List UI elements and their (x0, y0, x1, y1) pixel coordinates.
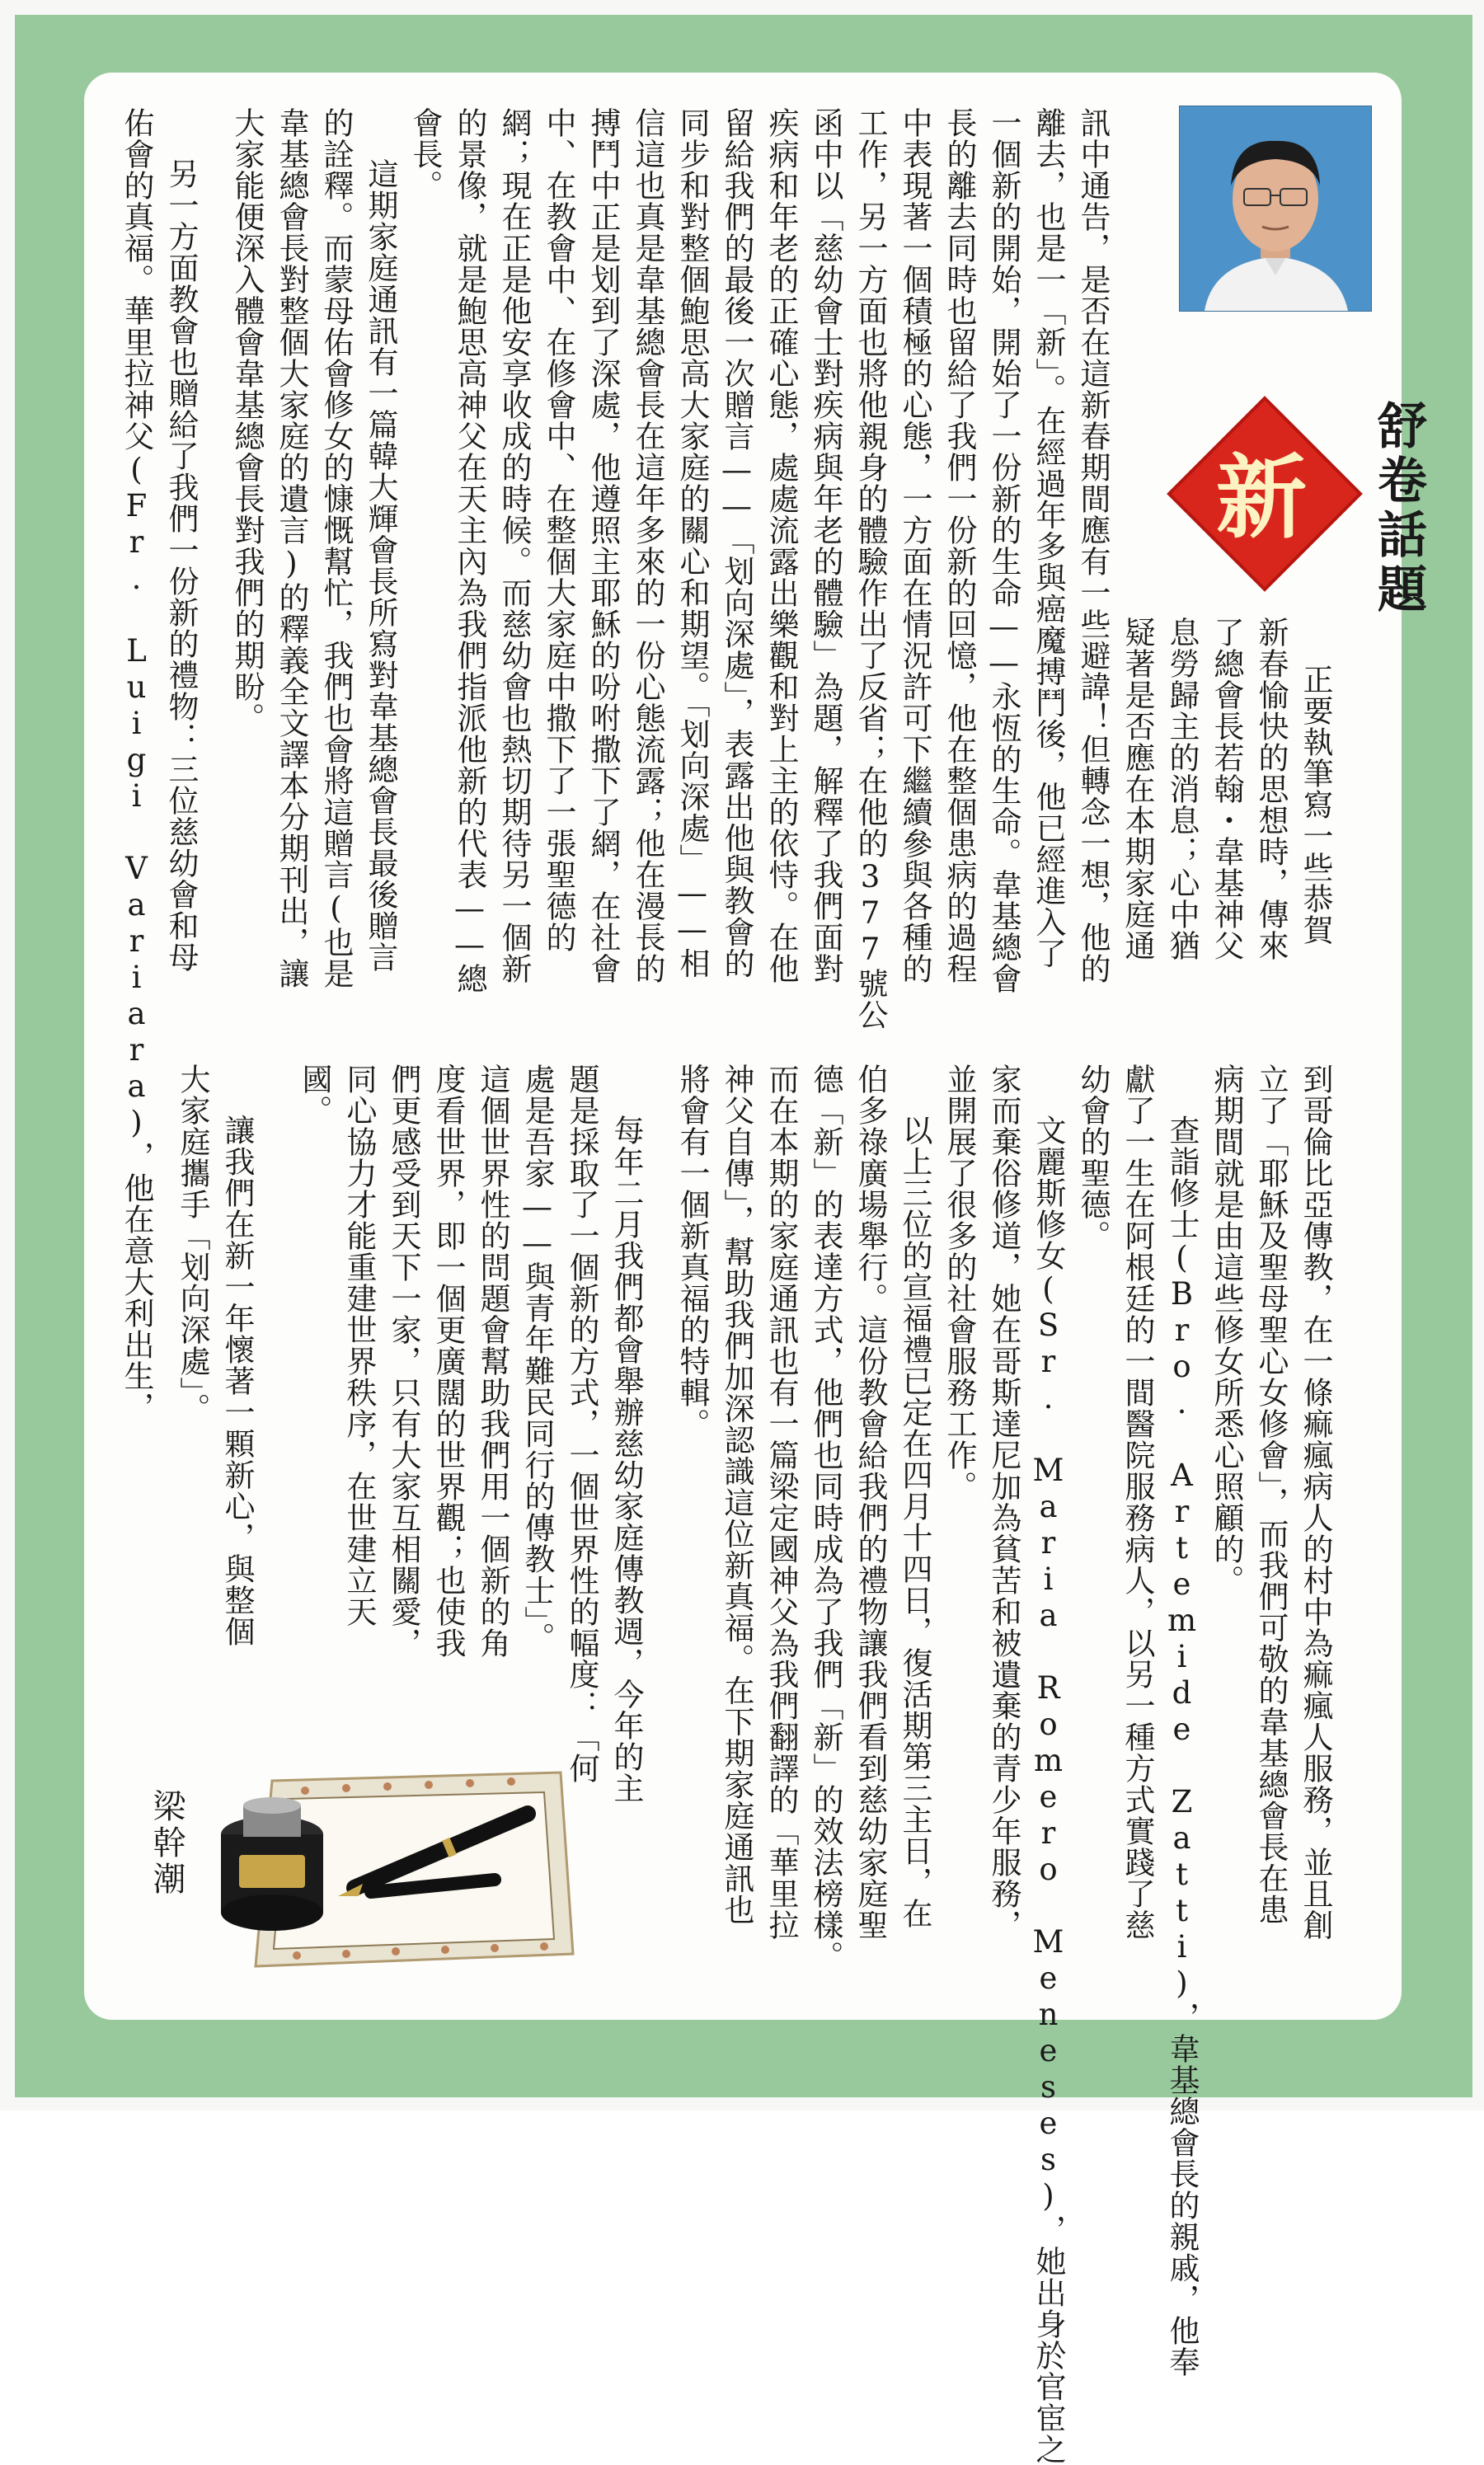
top-col-12: 函中以「慈幼會士對疾病與年老的體驗」為題，解釋了我們面對 (808, 107, 843, 984)
bottom-col-24: 讓我們在新一年懷著一顆新心，與整個 (219, 1115, 255, 1647)
top-col-11: 工作，另一方面也將他親身的體驗作出了反省；在他的377號公 (852, 107, 888, 1031)
top-col-2: 新春愉快的思想時，傳來 (1253, 617, 1289, 961)
bottom-col-15: 將會有一個新真福的特輯。 (674, 1063, 710, 1439)
top-col-20: 的景像，就是鮑思高神父在天主內為我們指派他新的代表——總 (452, 107, 487, 994)
new-badge-char: 新 (1216, 444, 1307, 551)
bottom-col-16: 每年二月我們都會舉辦慈幼家庭傳教週，今年的主 (608, 1115, 644, 1804)
top-col-4: 息勞歸主的消息；心中猶 (1164, 617, 1200, 961)
column-heading: 舒卷話題 (1369, 400, 1427, 617)
bottom-col-9: 並開展了很多的社會服務工作。 (942, 1063, 977, 1502)
bottom-col-18: 處是吾家——與青年難民同行的傳教士」。 (519, 1063, 555, 1654)
bottom-col-10: 以上三位的宣福禮已定在四月十四日，復活期第三主日，在 (897, 1115, 932, 1929)
bottom-col-11: 伯多祿廣場舉行。這份教會給我們的禮物讓我們看到慈幼家庭聖 (852, 1063, 888, 1941)
bottom-col-14: 神父自傳」，幫助我們加深認識這位新真福。在下期家庭通訊也 (719, 1063, 754, 1926)
top-col-28: 另一方面教會也贈給了我們一份新的禮物：三位慈幼會和母 (163, 158, 199, 973)
bottom-col-7: 文麗斯修女(Sr. Maria Romero Meneses)，她出身於官宦之 (1031, 1115, 1066, 2465)
bottom-col-2: 立了「耶穌及聖母聖心女修會」，而我們可敬的韋基總會長在患 (1253, 1063, 1289, 1926)
top-col-18: 中、在教會中、在修會中、在整個大家庭中撒下了一張聖德的 (541, 107, 576, 953)
author-signature: 梁幹潮 (148, 1789, 186, 1898)
bottom-col-4: 查詣修士(Bro. Artemide Zatti)，韋基總會長的親戚，他奉 (1164, 1115, 1200, 2378)
top-col-6: 訊中通告，是否在這新春期間應有一些避諱！但轉念一想，他的 (1075, 107, 1111, 984)
bottom-col-20: 度看世界，即一個更廣闊的世界觀；也使我 (430, 1063, 466, 1659)
bottom-col-21: 們更感受到天下一家，只有大家互相關愛， (386, 1063, 421, 1659)
top-col-5: 疑著是否應在本期家庭通 (1120, 617, 1155, 961)
bottom-col-17: 題是採取了一個新的方式，一個世界性的幅度：「何 (564, 1063, 599, 1784)
bottom-col-8: 家而棄俗修道，她在哥斯達尼加為貧苦和被遺棄的青少年服務， (986, 1063, 1021, 1941)
top-col-7: 離去，也是一「新」。在經過年多與癌魔搏鬥後，他已經進入了 (1031, 107, 1066, 970)
bottom-col-1: 到哥倫比亞傳教，在一條痲瘋病人的村中為痲瘋人服務，並且創 (1298, 1063, 1333, 1941)
ink-bottle-pen-illustration (198, 1748, 585, 1979)
top-col-24: 的詮釋。而蒙母佑會修女的慷慨幫忙，我們也會將這贈言(也是 (318, 107, 354, 989)
top-col-16: 信這也真是韋基總會長在這年多來的一份心態流露；他在漫長的 (630, 107, 665, 984)
top-col-25: 韋基總會長對整個大家庭的遺言)的釋義全文譯本分期刊出，讓 (274, 107, 309, 989)
top-col-15: 同步和對整個鮑思高大家庭的關心和期望。「划向深處」——相 (674, 107, 710, 979)
top-col-13: 疾病和年老的正確心態，處處流露出樂觀和對上主的依恃。在他 (763, 107, 799, 984)
top-col-14: 留給我們的最後一次贈言——「划向深處」，表露出他與教會的 (719, 107, 754, 979)
bottom-col-23: 國。 (297, 1063, 332, 1126)
bottom-col-12: 德「新」的表達方式，他們也同時成為了我們「新」的效法榜樣。 (808, 1063, 843, 1972)
top-col-23: 這期家庭通訊有一篇韓大輝會長所寫對韋基總會長最後贈言 (363, 158, 398, 973)
top-col-10: 中表現著一個積極的心態，一方面在情況許可下繼續參與各種的 (897, 107, 932, 984)
author-portrait-photo (1179, 106, 1372, 312)
bottom-col-3: 病期間就是由這些修女所悉心照顧的。 (1209, 1063, 1244, 1596)
top-col-29: 佑會的真福。華里拉神父(Fr. Luigi Variara)，他在意大利出生， (119, 107, 154, 1423)
top-col-19: 網；現在正是他安享收成的時候。而慈幼會也熱切期待另一個新 (496, 107, 532, 984)
bottom-col-25: 大家庭攜手「划向深處」。 (175, 1063, 210, 1425)
top-col-8: 一個新的開始，開始了一份新的生命——永恆的生命。韋基總會 (986, 107, 1021, 994)
bottom-col-22: 同心協力才能重建世界秩序，在世建立天 (341, 1063, 377, 1627)
bottom-col-13: 而在本期的家庭通訊也有一篇梁定國神父為我們翻譯的「華里拉 (763, 1063, 799, 1941)
top-col-17: 搏鬥中正是划到了深處，他遵照主耶穌的吩咐撒下了網，在社會 (585, 107, 621, 984)
top-col-1: 正要執筆寫一些恭賀 (1298, 664, 1333, 946)
top-col-3: 了總會長若翰・韋基神父 (1209, 617, 1244, 961)
bottom-col-19: 這個世界性的問題會幫助我們用一個新的角 (475, 1063, 510, 1659)
top-col-21: 會長。 (407, 107, 443, 201)
bottom-col-6: 幼會的聖德。 (1075, 1063, 1111, 1251)
bottom-col-5: 獻了一生在阿根廷的一間醫院服務病人，以另一種方式實踐了慈 (1120, 1063, 1155, 1941)
top-col-26: 大家能便深入體會韋基總會長對我們的期盼。 (229, 107, 265, 734)
top-col-9: 長的離去同時也留給了我們一份新的回憶，他在整個患病的過程 (942, 107, 977, 984)
